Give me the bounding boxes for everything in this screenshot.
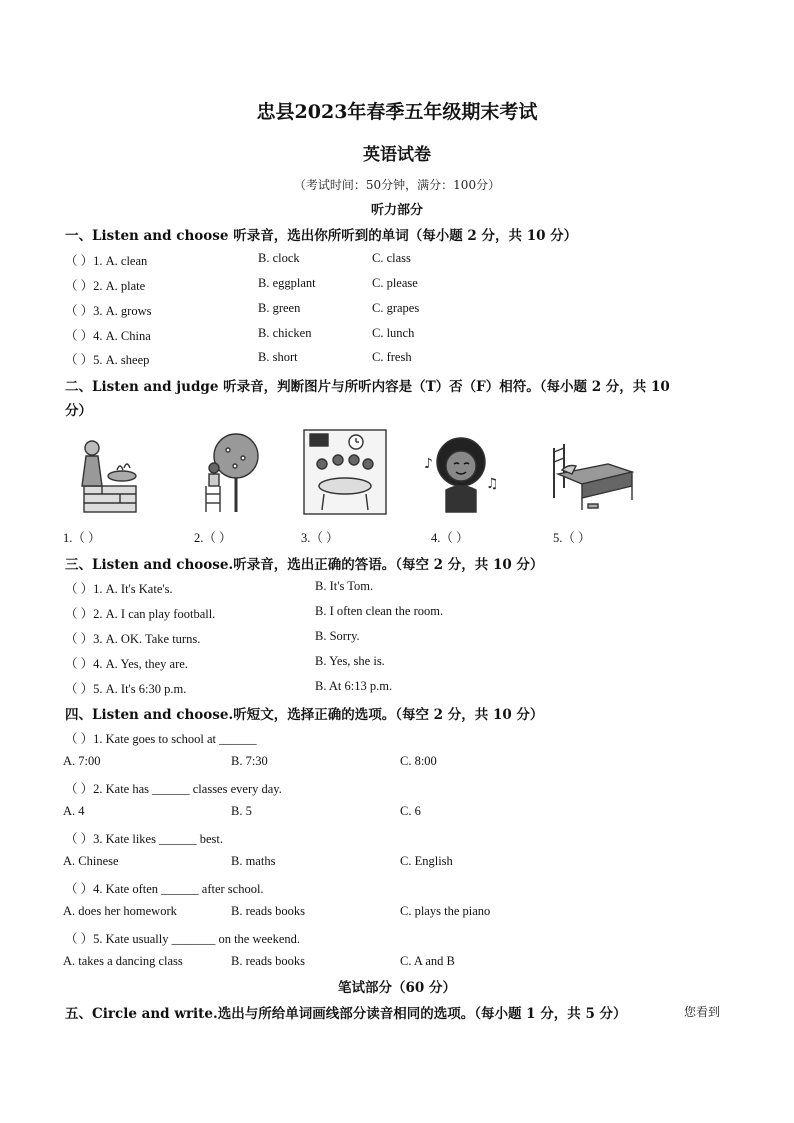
option-b: B. maths — [231, 854, 276, 868]
option-c: C. class — [372, 251, 411, 265]
answer-blank[interactable]: 5.（ ） — [553, 531, 591, 545]
question-text: （ ）2. A. plate — [65, 279, 146, 293]
section3-heading: 三、Listen and choose.听录音，选出正确的答语。（每空 2 分，共 10 分） — [65, 557, 544, 573]
option-b: B. 7:30 — [231, 754, 268, 768]
question-text: （ ）4. A. Yes, they are. — [65, 657, 188, 671]
section5-heading: 五、Circle and write.选出与所给单词画线部分读音相同的选项。（每小题 1 分，共 5 分） — [65, 1006, 627, 1022]
option-c: C. plays the piano — [400, 904, 491, 918]
answer-blank[interactable]: 1.（ ） — [63, 531, 101, 545]
exam-note: （考试时间：50分钟，满分：100分） — [293, 178, 501, 192]
answer-blank[interactable]: 2.（ ） — [194, 531, 232, 545]
question-text: （ ）4. Kate often ______ after school. — [65, 882, 264, 896]
option-b: B. I often clean the room. — [315, 604, 444, 618]
section2-heading-cont: 分） — [65, 403, 92, 419]
section4-heading: 四、Listen and choose.听短文，选择正确的选项。（每空 2 分，共 10 分） — [65, 707, 544, 723]
question-text: （ ）2. A. I can play football. — [65, 607, 216, 621]
section1-heading: 一、Listen and choose 听录音，选出你所听到的单词（每小题 2 分，共 10 分） — [65, 228, 578, 244]
question-text: （ ）1. Kate goes to school at ______ — [65, 732, 257, 746]
question-text: （ ）5. Kate usually _______ on the weekend. — [65, 932, 301, 946]
section2-heading: 二、Listen and judge 听录音，判断图片与所听内容是（T）否（F）相符。（每小题 2 分，共 10 — [65, 379, 670, 395]
svg-text:♫: ♫ — [486, 476, 499, 492]
question-text: （ ）5. A. It's 6:30 p.m. — [65, 682, 187, 696]
option-c: C. lunch — [372, 326, 415, 340]
exam-subtitle: 英语试卷 — [363, 145, 431, 165]
option-b: B. Sorry. — [315, 629, 360, 643]
cooking-picture — [62, 428, 148, 516]
question-text: （ ）3. A. OK. Take turns. — [65, 632, 201, 646]
option-c: C. please — [372, 276, 418, 290]
bed-picture — [548, 428, 634, 516]
option-b: B. reads books — [231, 954, 305, 968]
written-part-label: 笔试部分（60 分） — [338, 980, 456, 996]
option-a: A. takes a dancing class — [63, 954, 183, 968]
svg-text:♪: ♪ — [424, 456, 433, 472]
option-c: C. fresh — [372, 350, 412, 364]
option-c: C. English — [400, 854, 453, 868]
question-text: （ ）3. Kate likes ______ best. — [65, 832, 223, 846]
option-b: B. eggplant — [258, 276, 316, 290]
option-c: C. A and B — [400, 954, 455, 968]
option-c: C. 6 — [400, 804, 421, 818]
picking-fruit-picture — [188, 428, 274, 516]
question-text: （ ）1. A. It's Kate's. — [65, 582, 173, 596]
option-b: B. short — [258, 350, 298, 364]
question-text: （ ）3. A. grows — [65, 304, 152, 318]
option-b: B. reads books — [231, 904, 305, 918]
family-dinner-picture — [302, 428, 388, 516]
option-a: A. Chinese — [63, 854, 119, 868]
answer-blank[interactable]: 4.（ ） — [431, 531, 469, 545]
question-text: （ ）4. A. China — [65, 329, 151, 343]
option-a: A. 4 — [63, 804, 85, 818]
singing-girl-picture — [418, 428, 504, 516]
option-c: C. grapes — [372, 301, 420, 315]
option-b: B. 5 — [231, 804, 252, 818]
option-b: B. green — [258, 301, 301, 315]
question-text: （ ）2. Kate has ______ classes every day. — [65, 782, 282, 796]
option-a: A. does her homework — [63, 904, 177, 918]
section5-trail-text: 您看到 — [684, 1005, 721, 1019]
option-b: B. At 6:13 p.m. — [315, 679, 393, 693]
option-b: B. Yes, she is. — [315, 654, 385, 668]
option-b: B. chicken — [258, 326, 312, 340]
exam-title: 忠县2023年春季五年级期末考试 — [256, 101, 538, 123]
option-a: A. 7:00 — [63, 754, 101, 768]
question-text: （ ）5. A. sheep — [65, 353, 150, 367]
listening-part-label: 听力部分 — [370, 203, 423, 218]
question-text: （ ）1. A. clean — [65, 254, 148, 268]
option-b: B. It's Tom. — [315, 579, 374, 593]
option-b: B. clock — [258, 251, 300, 265]
option-c: C. 8:00 — [400, 754, 437, 768]
answer-blank[interactable]: 3.（ ） — [301, 531, 339, 545]
